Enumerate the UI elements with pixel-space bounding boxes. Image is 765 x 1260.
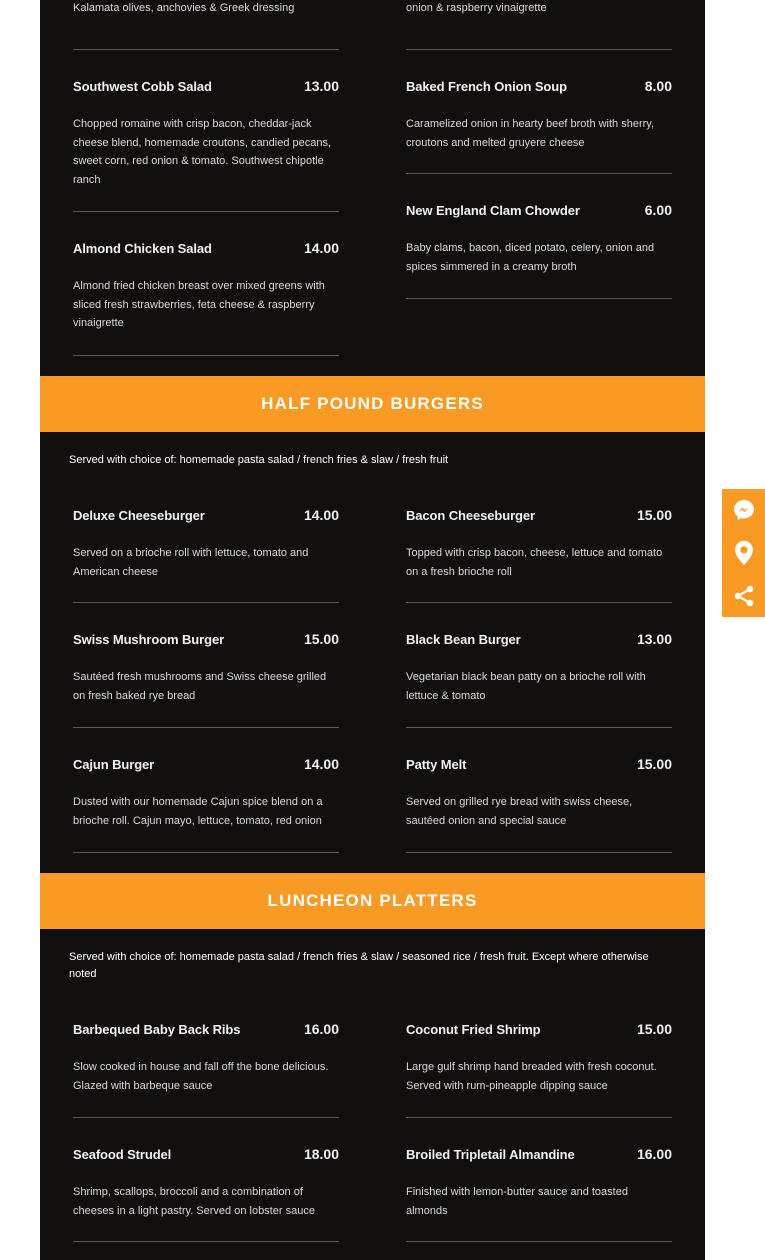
- messenger-icon: [732, 498, 756, 522]
- menu-item-price: 15.00: [303, 631, 339, 647]
- menu-item-description: onion & raspberry vinaigrette: [406, 1, 547, 14]
- menu-item-name: Coconut Fried Shrimp: [406, 1022, 541, 1037]
- divider: [73, 727, 339, 728]
- divider: [73, 1241, 339, 1242]
- menu-item-description: Caramelized onion in hearty beef broth with sherry, croutons and melted gruyere cheese: [406, 118, 655, 149]
- divider: [73, 49, 339, 50]
- menu-item-price: 16.00: [636, 1146, 672, 1162]
- menu-item-price: 14.00: [303, 756, 339, 772]
- menu-item-name: Cajun Burger: [73, 757, 155, 772]
- divider: [406, 1117, 672, 1118]
- menu-item-price: 15.00: [636, 756, 672, 772]
- menu-item: [73, 78, 339, 190]
- menu-item: [73, 631, 339, 705]
- menu-item-price: 14.00: [303, 507, 339, 523]
- menu-item-description: Chopped romaine with crisp bacon, cheddar-jack cheese blend, homemade croutons, candied pecans, sweet corn, red onion & tomato. Southwest chipotle ranch: [73, 118, 332, 187]
- menu-item-description: Almond fried chicken breast over mixed greens with sliced fresh strawberries, feta cheese & raspberry vinaigrette: [73, 280, 325, 330]
- messenger-button[interactable]: [722, 489, 765, 531]
- divider: [73, 1117, 339, 1118]
- menu-item: [73, 1021, 339, 1095]
- side-action-bar: [722, 489, 765, 617]
- menu-item-description: Served on grilled rye bread with swiss cheese, sautéed onion and special sauce: [406, 796, 633, 827]
- divider: [406, 727, 672, 728]
- divider: [406, 852, 672, 853]
- menu-item-name: Baked French Onion Soup: [406, 79, 567, 94]
- divider: [73, 852, 339, 853]
- section-title: LUNCHEON PLATTERS: [267, 891, 478, 910]
- menu-item: [406, 756, 672, 830]
- menu-item-name: Seafood Strudel: [73, 1147, 172, 1162]
- menu-item-description: Served on a brioche roll with lettuce, tomato and American cheese: [73, 547, 309, 578]
- menu-item-description: Large gulf shrimp hand breaded with fresh coconut. Served with rum-pineapple dipping sauce: [406, 1061, 657, 1092]
- menu-item: [406, 1021, 672, 1095]
- menu-item-name: Deluxe Cheeseburger: [73, 508, 205, 523]
- menu-item-price: 8.00: [644, 78, 672, 94]
- divider: [73, 355, 339, 356]
- menu-item-description: Finished with lemon-butter sauce and toasted almonds: [406, 1186, 628, 1217]
- menu-item-description: Kalamata olives, anchovies & Greek dressing: [73, 1, 295, 14]
- divider: [406, 173, 672, 174]
- section-title: HALF POUND BURGERS: [261, 394, 484, 413]
- section-header-platters: [40, 873, 705, 929]
- menu-item-price: 16.00: [303, 1021, 339, 1037]
- menu-item-price: 6.00: [644, 202, 672, 218]
- divider: [73, 211, 339, 212]
- menu-item-description: Vegetarian black bean patty on a brioche roll with lettuce & tomato: [406, 671, 646, 702]
- menu-item-price: 13.00: [303, 78, 339, 94]
- menu-item-description: Sautéed fresh mushrooms and Swiss cheese grilled on fresh baked rye bread: [73, 671, 327, 702]
- menu-item: [73, 240, 339, 333]
- menu-item-name: Black Bean Burger: [406, 632, 521, 647]
- divider: [406, 1241, 672, 1242]
- menu-item-name: Southwest Cobb Salad: [73, 79, 212, 94]
- menu-item-name: New England Clam Chowder: [406, 203, 580, 218]
- menu-item: [73, 507, 339, 581]
- divider: [73, 602, 339, 603]
- share-icon: [732, 584, 756, 608]
- menu-item-strawberry-salad-partial: [406, 0, 672, 17]
- menu-item-name: Swiss Mushroom Burger: [73, 632, 225, 647]
- divider: [406, 602, 672, 603]
- menu-item-description: Slow cooked in house and fall off the bone delicious. Glazed with barbeque sauce: [73, 1061, 329, 1092]
- menu-item-description: Dusted with our homemade Cajun spice blend on a brioche roll. Cajun mayo, lettuce, tomato, red onion: [73, 796, 323, 827]
- menu-item: [406, 78, 672, 152]
- menu-item-price: 18.00: [303, 1146, 339, 1162]
- menu-item-name: Patty Melt: [406, 757, 467, 772]
- divider: [406, 298, 672, 299]
- section-header-burgers: [40, 376, 705, 432]
- menu-item: [73, 756, 339, 830]
- divider: [406, 49, 672, 50]
- menu-item-description: Baby clams, bacon, diced potato, celery, onion and spices simmered in a creamy broth: [406, 242, 655, 273]
- menu-item-price: 15.00: [636, 507, 672, 523]
- menu-item-greek-salad-partial: [73, 0, 339, 17]
- menu-item-name: Broiled Tripletail Almandine: [406, 1147, 575, 1162]
- location-button[interactable]: [722, 532, 765, 574]
- map-pin-icon: [733, 540, 755, 566]
- menu-item-price: 15.00: [636, 1021, 672, 1037]
- menu-item-name: Almond Chicken Salad: [73, 241, 212, 256]
- menu-item-price: 13.00: [636, 631, 672, 647]
- section-note: Served with choice of: homemade pasta salad / french fries & slaw / seasoned rice / fresh fruit. Except where otherwise noted: [69, 951, 649, 980]
- menu-item-name: Bacon Cheeseburger: [406, 508, 535, 523]
- section-note: Served with choice of: homemade pasta salad / french fries & slaw / fresh fruit: [69, 454, 449, 466]
- share-button[interactable]: [722, 575, 765, 617]
- menu-item-price: 14.00: [303, 240, 339, 256]
- menu-item: [406, 631, 672, 705]
- menu-item: [406, 1146, 672, 1220]
- menu-item-name: Barbequed Baby Back Ribs: [73, 1022, 241, 1037]
- menu-item: [406, 507, 672, 581]
- menu-item-description: Topped with crisp bacon, cheese, lettuce and tomato on a fresh brioche roll: [406, 547, 663, 578]
- menu-item-description: Shrimp, scallops, broccoli and a combination of cheeses in a light pastry. Served on lobster sauce: [73, 1186, 315, 1217]
- menu-item: [406, 202, 672, 276]
- menu-item: [73, 1146, 339, 1220]
